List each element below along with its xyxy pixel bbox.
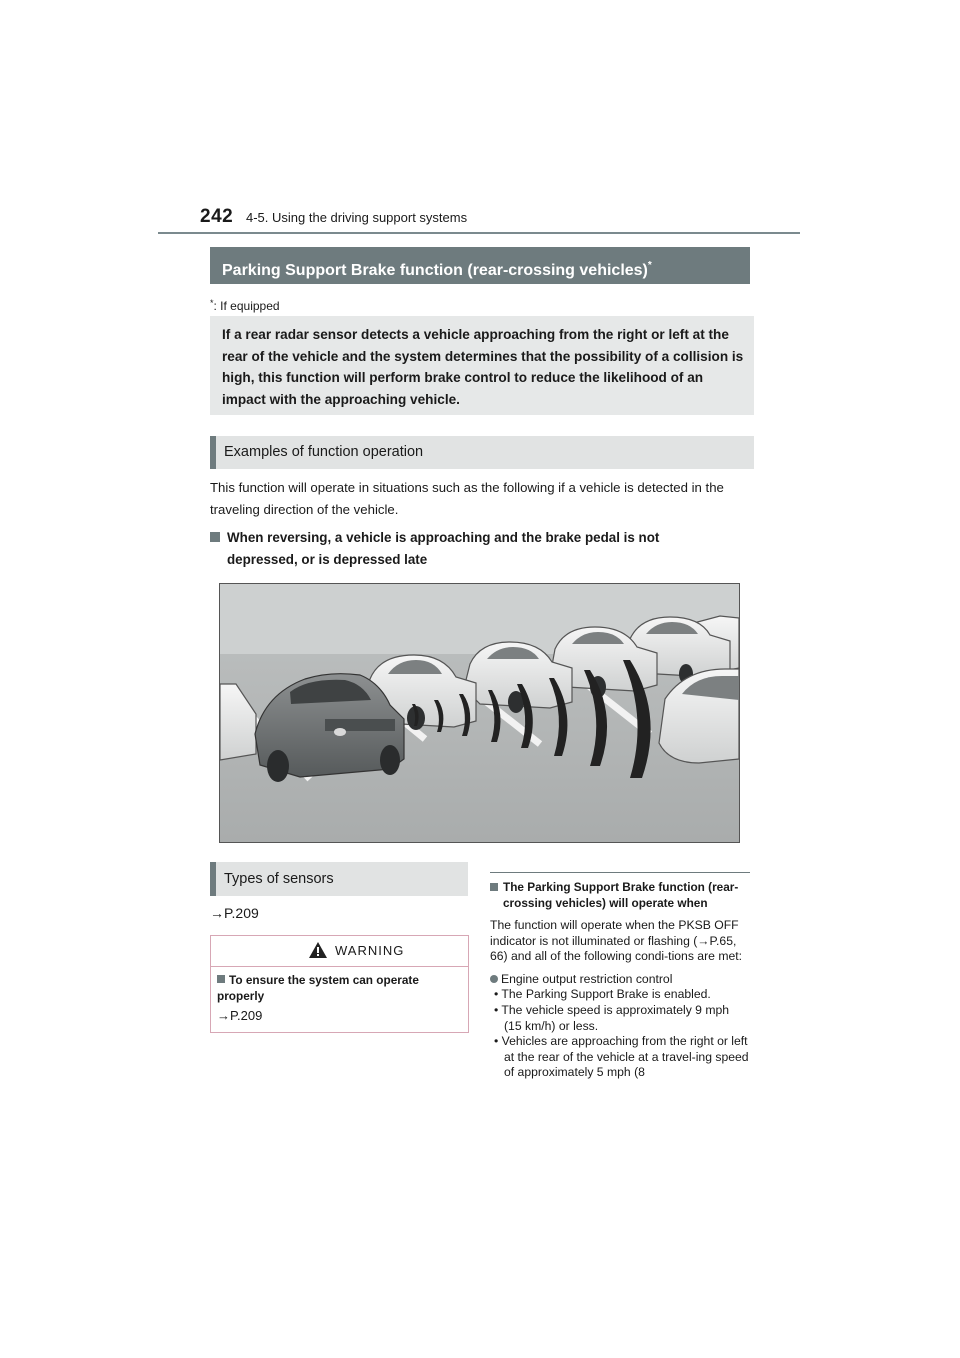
square-bullet-icon xyxy=(490,883,498,891)
conditions-item-text: Engine output restriction control xyxy=(501,971,673,986)
examples-bullet xyxy=(210,527,740,570)
sensors-heading: Types of sensors xyxy=(210,862,468,896)
warning-page-reference[interactable]: →P.209 xyxy=(217,1008,263,1023)
circle-bullet-icon xyxy=(490,975,498,983)
square-bullet-icon xyxy=(210,532,220,542)
conditions-subitem: • The vehicle speed is approximately 9 mph (15 km/h) or less. xyxy=(494,1002,730,1033)
section-label: 4-5. Using the driving support systems xyxy=(246,210,468,225)
parking-lot-illustration xyxy=(220,584,739,842)
warning-item xyxy=(217,972,462,1004)
footnote-mark: * xyxy=(647,260,652,271)
warning-item-text: To ensure the system can operate properly xyxy=(217,973,419,1003)
conditions-item xyxy=(490,972,750,988)
conditions-heading-text: The Parking Support Brake function (rear-crossing vehicles) will operate when xyxy=(503,880,739,910)
footnote xyxy=(210,298,280,313)
warning-box xyxy=(210,935,469,1033)
footnote-asterisk: * xyxy=(210,298,214,308)
conditions-rule xyxy=(490,872,750,873)
footnote-text: : If equipped xyxy=(213,299,280,313)
conditions-intro: The function will operate when the PKSB OFF indicator is not illuminated or flashing (→P.65, 66) and all of the following condi-tions are met: xyxy=(490,918,743,964)
warning-label: WARNING xyxy=(335,943,405,958)
intro-box: If a rear radar sensor detects a vehicle approaching from the right or left at the rear of the vehicle and the system determines that the possibility of a collision is high, this function will perform brake control to reduce the likelihood of an impact with the approaching vehicle. xyxy=(210,316,754,415)
sensors-page-reference[interactable]: →P.209 xyxy=(210,905,259,921)
examples-heading: Examples of function operation xyxy=(210,436,754,469)
conditions-subitem: • Vehicles are approaching from the right or left at the rear of the vehicle at a travel-ing speed of approximately 5 mph (8 xyxy=(494,1034,749,1080)
page-number: 242 xyxy=(200,206,234,227)
conditions-column xyxy=(490,872,750,1081)
warning-header xyxy=(211,936,468,967)
examples-bullet-text: When reversing, a vehicle is approaching and the brake pedal is not depressed, or is depressed late xyxy=(227,530,660,567)
section-title-text: Parking Support Brake function (rear-crossing vehicles) xyxy=(222,262,648,279)
warning-triangle-icon xyxy=(309,942,327,958)
conditions-subitem: • The Parking Support Brake is enabled. xyxy=(494,987,711,1002)
section-title xyxy=(210,247,750,284)
examples-body: This function will operate in situations such as the following if a vehicle is detected in the traveling direction of the vehicle. xyxy=(210,480,724,517)
conditions-heading xyxy=(490,879,750,911)
reversing-illustration xyxy=(219,583,740,843)
square-bullet-icon xyxy=(217,975,225,983)
header-rule xyxy=(158,232,800,234)
